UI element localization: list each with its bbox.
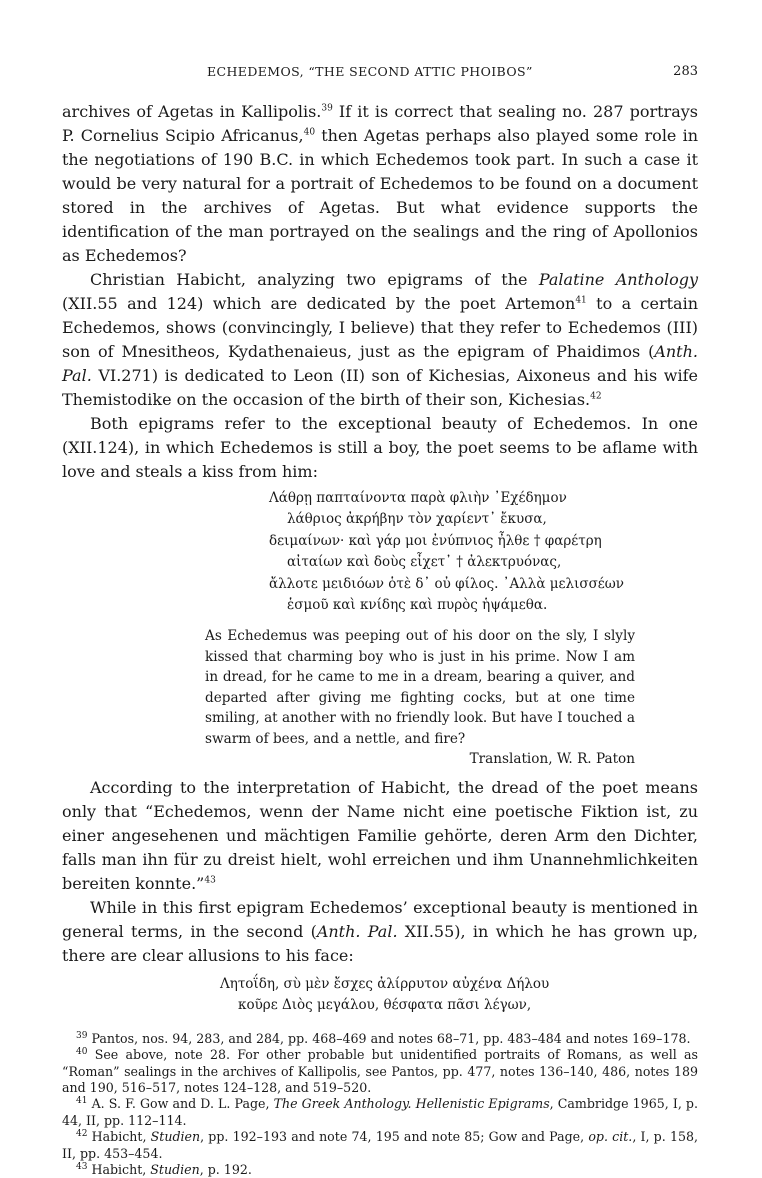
text-span: According to the interpretation of Habicht, the dread of the poet means only that “Echedemos, wenn der Name nicht eine poetische Fiktion ist, zu einer angesehenen und mächtigen Familie gehörte, deren Arm den Dichter, falls man ihn für zu dreist hielt, wohl erreichen und ihm Unannehmlichkeiten bereiten konnte.”	[62, 777, 698, 893]
running-title: ECHEDEMOS, “THE SECOND ATTIC PHOIBOS”	[207, 64, 533, 79]
translation-credit: Translation, W. R. Paton	[469, 751, 635, 768]
translation-block	[62, 626, 698, 770]
text-span: (XII.55 and 124) which are dedicated by the poet Artemon	[62, 294, 576, 313]
footnote-ref-42: 42	[590, 391, 602, 402]
text-span: If it is correct that sealing no. 287 portrays P. Cornelius Scipio Africanus,	[62, 102, 698, 145]
work-reference: Anth. Pal.	[62, 342, 698, 385]
translation-text: As Echedemus was peeping out of his door on the sly, I slyly kissed that charming boy who is just in his prime. Now I am in dread, for he came to me in a dream, bearing a quiver, and departed after giving me fighting cocks, but at one time smiling, at another with no friendly look. But have I touched a swarm of bees, and a nettle, and fire?	[205, 628, 635, 747]
verse-line: Λάθρῃ παπταίνοντα παρὰ φλιὴν ᾿Εχέδημον	[269, 490, 567, 506]
text-span: then Agetas perhaps also played some role in the negotiations of 190 B.C. in which Echedemos took part. In such a case it would be very natural for a portrait of Echedemos to be found on a document stored in the archives of Agetas. But what evidence supports the identification of the man portrayed on the sealings and the ring of Apollonios as Echedemos?	[62, 126, 699, 265]
verse-line: δειμαίνων· καὶ γάρ μοι ἐνύπνιος ἦλθε † φαρέτρη	[269, 532, 602, 549]
footnote-ref-40: 40	[303, 127, 316, 138]
work-title: Palatine Anthology	[538, 270, 699, 289]
verse-line: λάθριος ἀκρήβην τὸν χαρίεντ᾿ ἔκυσα,	[287, 511, 547, 528]
footnote-text: Habicht,	[87, 1129, 151, 1145]
footnote-number: 39	[76, 1030, 88, 1041]
verse-line: ἑσμοῦ καὶ κνίδης καὶ πυρὸς ἡψάμεθα.	[287, 597, 548, 614]
paragraph-3: Both epigrams refer to the exceptional beauty of Echedemos. In one (XII.124), in which Echedemos is still a boy, the poet seems to be aflame with love and steals a kiss from him:	[62, 414, 698, 481]
page-number: 283	[673, 64, 698, 79]
footnote-text: , Cambridge 1965, I, p. 44, II, pp. 112–114.	[62, 1096, 698, 1128]
work-reference: Anth. Pal.	[316, 921, 398, 941]
footnote-43	[62, 1162, 698, 1178]
main-text	[62, 100, 698, 1178]
text-span: to a certain Echedemos, shows (convincingly, I believe) that they refer to Echedemos (III) son of Mnesitheos, Kydathenaieus, just as the epigram of Phaidimos (	[62, 294, 699, 361]
footnote-number: 41	[76, 1096, 88, 1107]
paragraph-4	[62, 776, 698, 896]
footnote-text: , I, p. 158, II, pp. 453–454.	[62, 1129, 698, 1161]
footnote-ref-41: 41	[575, 295, 587, 306]
book-title: Studien	[150, 1162, 200, 1177]
footnote-text: See above, note 28. For other probable but unidentified portraits of Romans, as well as “Roman” sealings in the archives of Kallipolis, see Pantos, pp. 477, notes 136–140, 486, notes 189 and 190, 516–517, notes 124–128, and 519–520.	[62, 1047, 698, 1095]
book-title: The Greek Anthology. Hellenistic Epigrams	[273, 1096, 550, 1112]
verse-line: Λητοΐδη, σὺ μὲν ἔσχες ἀλίρρυτον αὐχένα Δήλου	[220, 975, 550, 992]
text-span: VI.271) is dedicated to Leon (II) son of Kichesias, Aixoneus and his wife Themistodike on the occasion of the birth of their son, Kichesias.	[62, 366, 698, 409]
text-span: Christian Habicht, analyzing two epigrams of the	[90, 270, 539, 289]
paragraph-2	[62, 268, 698, 412]
paragraph-5	[62, 896, 698, 968]
footnote-ref-39: 39	[321, 103, 333, 114]
verse-line: ἄλλοτε μειδιόων ὁτὲ δ᾿ οὐ φίλος. ᾿Αλλὰ μελισσέων	[269, 575, 625, 592]
footnote-number: 43	[76, 1161, 88, 1172]
book-title: Studien	[150, 1129, 201, 1145]
footnote-number: 40	[76, 1046, 88, 1057]
footnote-number: 42	[76, 1129, 88, 1139]
citation-abbrev: op. cit.	[588, 1129, 633, 1145]
text-span: While in this first epigram Echedemos’ exceptional beauty is mentioned in general terms, in the second (	[62, 897, 698, 941]
text-span: XII.55), in which he has grown up, there are clear allusions to his face:	[62, 921, 698, 965]
footnote-text: , p. 192.	[199, 1162, 252, 1177]
greek-epigram-1	[62, 488, 698, 616]
footnote-40	[62, 1047, 698, 1096]
verse-line: κοῦρε Διὸς μεγάλου, θέσφατα πᾶσι λέγων,	[238, 997, 532, 1014]
footnote-text: A. S. F. Gow and D. L. Page,	[87, 1096, 274, 1112]
footnote-ref-43: 43	[204, 875, 216, 886]
paragraph-1	[62, 100, 698, 268]
footnote-42	[62, 1129, 698, 1162]
footnote-39	[62, 1031, 698, 1047]
footnote-text: Habicht,	[87, 1162, 151, 1177]
footnote-text: , pp. 192–193 and note 74, 195 and note 85; Gow and Page,	[200, 1129, 589, 1145]
page-header	[62, 64, 698, 82]
footnote-text: Pantos, nos. 94, 283, and 284, pp. 468–469 and notes 68–71, pp. 483–484 and notes 169–178.	[87, 1030, 691, 1046]
greek-epigram-2	[62, 974, 698, 1017]
verse-line: αἰταίων καὶ δοὺς εἶχετ᾿ † ἀλεκτρυόνας,	[287, 554, 562, 571]
footnotes	[62, 1031, 698, 1178]
footnote-41	[62, 1096, 698, 1129]
text-span: archives of Agetas in Kallipolis.	[62, 102, 322, 121]
